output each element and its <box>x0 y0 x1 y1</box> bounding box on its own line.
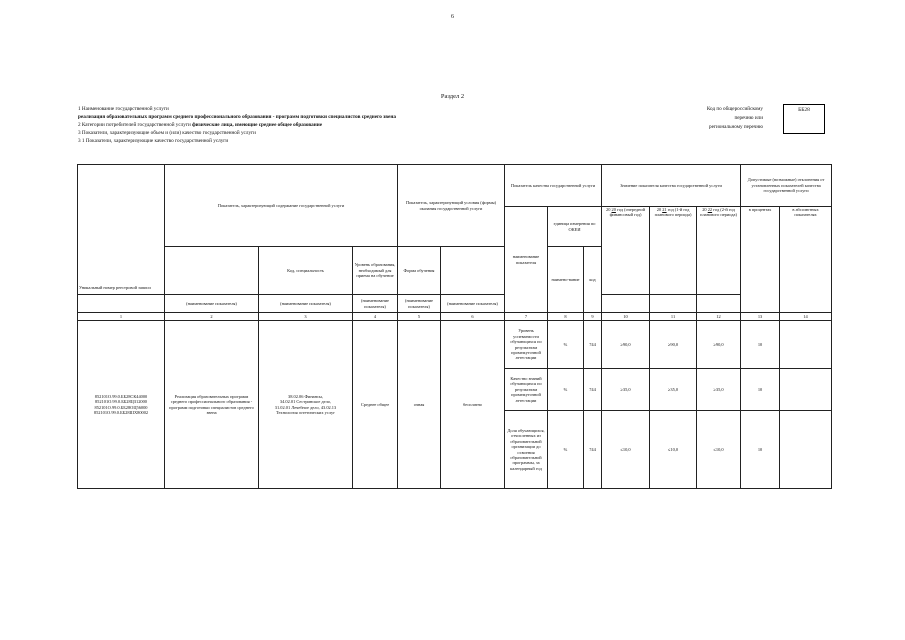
header-conditions: Показатель, характеризующий условия (формы) оказания государственной услуги <box>398 165 505 247</box>
indicator-name: Качество знаний обучающихся по результатам промежуточной аттестации <box>505 369 548 411</box>
indicator-value-3: ≥90,0 <box>697 321 741 369</box>
consumer-category-value: физические лица, имеющие среднее общее образование <box>192 122 322 128</box>
indicator-value-3: ≤10,0 <box>697 411 741 489</box>
header-deviations: Допустимые (возможные) отклонения от установленных показателей качества государственной услуги <box>741 165 832 207</box>
indicator-unit: % <box>548 369 584 411</box>
header-unit-code: код <box>584 247 602 313</box>
quality-indicators-table <box>77 164 832 489</box>
header-name-indicator: (наименование показателя) <box>165 295 259 313</box>
unique-record-numbers: 852101О.99.0.ББ28СК44000 852101О.99.0.ББ28ЦЗ12000 852101О.99.0.ББ28ОЦ56000 852101О.99.0.ББ28ШХ80002 <box>78 321 165 489</box>
indicator-value-3: ≥35,0 <box>697 369 741 411</box>
header-name-indicator-4: (наименование показателя) <box>398 295 441 313</box>
header-percent: в процентах <box>741 207 780 313</box>
year-1-caption: год (очередной финансовый год) <box>609 207 646 218</box>
header-sub-code: Код, специальность <box>259 247 353 295</box>
record-content: Реализация образовательных программ среднего профессионального образования - программ подготовки специалистов среднего звена <box>165 321 259 489</box>
column-number-row <box>78 313 832 321</box>
col-number: 11 <box>650 313 697 321</box>
code-label-2: перечню или <box>734 115 763 121</box>
indicator-percent: 10 <box>741 369 780 411</box>
header-sub-form: Форма обучения <box>398 247 441 295</box>
indicator-absolute <box>780 321 832 369</box>
indicator-value-1: ≥35,0 <box>602 369 650 411</box>
indicator-code: 744 <box>584 321 602 369</box>
indicator-absolute <box>780 369 832 411</box>
quality-indicators-heading: 3 1 Показатели, характеризующие качество государственной услуги <box>78 138 229 144</box>
service-code-box: ББ28 <box>783 104 825 134</box>
indicator-value-1: ≤10,0 <box>602 411 650 489</box>
header-quality: Показатель качества государственной услуги <box>505 165 602 207</box>
col-number: 8 <box>548 313 584 321</box>
indicator-name: Доля обучающихся, отчисленных из образовательной организации до освоения образовательной программы, за календарный год <box>505 411 548 489</box>
year-2-prefix: 20 <box>656 207 662 212</box>
col-number: 10 <box>602 313 650 321</box>
header-sub-blank <box>165 247 259 295</box>
header-name-indicator-2: (наименование показателя) <box>259 295 353 313</box>
header-indicator-name: наименование показателя <box>505 207 548 313</box>
consumer-category <box>78 122 322 128</box>
year-2-caption: год (1-й год планового периода) <box>654 207 692 218</box>
header-unit: единица измерения по ОКЕИ <box>548 207 602 247</box>
header-sub-blank-2 <box>441 247 505 295</box>
col-number: 4 <box>353 313 398 321</box>
col-number: 7 <box>505 313 548 321</box>
indicators-heading: 3 Показатели, характеризующие объем и (или) качество государственной услуги <box>78 130 256 136</box>
col-number: 3 <box>259 313 353 321</box>
record-condition: бесплатно <box>441 321 505 489</box>
header-unique-blank <box>78 295 165 313</box>
header-sub-level: Уровень образования, необходимый для приема на обучение <box>353 247 398 295</box>
header-values-blank-2 <box>650 295 697 313</box>
page-number: 6 <box>451 14 454 20</box>
header-absolute: в абсолютных показателях <box>780 207 832 313</box>
header-values: Значение показателя качества государственной услуги <box>602 165 741 207</box>
header-values-blank-1 <box>602 295 650 313</box>
header-year-2 <box>650 207 697 295</box>
indicator-percent: 10 <box>741 321 780 369</box>
header-values-blank-3 <box>697 295 741 313</box>
indicator-percent: 10 <box>741 411 780 489</box>
header-year-3 <box>697 207 741 295</box>
col-number: 1 <box>78 313 165 321</box>
year-1-number: 20 <box>611 207 616 212</box>
indicator-code: 744 <box>584 369 602 411</box>
indicator-absolute <box>780 411 832 489</box>
indicator-value-2: ≤10,0 <box>650 411 697 489</box>
year-1-prefix: 20 <box>606 207 611 212</box>
record-form: очная <box>398 321 441 489</box>
code-label-3: региональному перечню <box>708 124 763 130</box>
table-row <box>78 321 832 369</box>
indicator-unit: % <box>548 321 584 369</box>
section-title: Раздел 2 <box>440 93 465 100</box>
header-name-indicator-3: (наименование показателя) <box>353 295 398 313</box>
col-number: 9 <box>584 313 602 321</box>
header-year-1 <box>602 207 650 295</box>
year-3-number: 22 <box>707 207 713 212</box>
indicator-value-2: ≥35,0 <box>650 369 697 411</box>
indicator-value-2: ≥90,0 <box>650 321 697 369</box>
col-number: 13 <box>741 313 780 321</box>
header-unique-number: Уникальный номер реестровой записи <box>78 165 165 295</box>
consumer-category-label: 2 Категории потребителей государственной услуги <box>78 122 191 128</box>
col-number: 5 <box>398 313 441 321</box>
indicator-code: 744 <box>584 411 602 489</box>
header-name-indicator-5: (наименование показателя) <box>441 295 505 313</box>
record-level: Среднее общее <box>353 321 398 489</box>
year-2-number: 21 <box>662 207 667 212</box>
year-3-prefix: 20 <box>702 207 707 212</box>
col-number: 6 <box>441 313 505 321</box>
col-number: 14 <box>780 313 832 321</box>
header-unit-name: наимено-вание <box>548 247 584 313</box>
indicator-value-1: ≥90,0 <box>602 321 650 369</box>
indicator-name: Уровень успеваемости обучающихся по результатам промежуточной аттестации <box>505 321 548 369</box>
service-name-label: 1 Наименование государственной услуги <box>78 106 169 112</box>
header-content: Показатель, характеризующий содержание государственной услуги <box>165 165 398 247</box>
indicator-unit: % <box>548 411 584 489</box>
record-codes: 38.02.06 Финансы, 34.02.01 Сестринское дело, 31.02.01 Лечебное дело, 43.02.13 Технология эстетических услуг <box>259 321 353 489</box>
code-label-1: Код по общероссийскому <box>706 106 763 112</box>
col-number: 2 <box>165 313 259 321</box>
service-name-value: реализация образовательных программ среднего профессионального образования - программ подготовки специалистов среднего звена <box>78 114 396 120</box>
year-3-caption: год (2-й год планового периода) <box>700 207 737 218</box>
col-number: 12 <box>697 313 741 321</box>
